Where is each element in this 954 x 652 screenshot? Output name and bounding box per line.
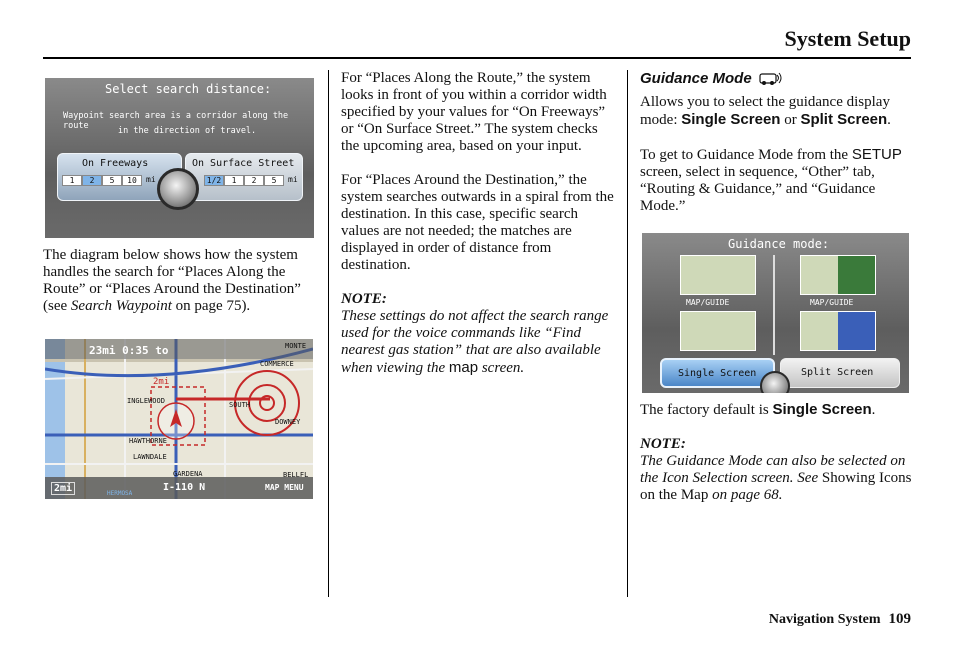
factory-default-text: The factory default is	[640, 402, 773, 418]
tab-on-freeways-label: On Freeways	[82, 158, 149, 169]
split-screen-button[interactable]	[780, 358, 900, 388]
middle-column-text	[341, 70, 617, 377]
mid-note-map: map	[448, 359, 479, 376]
map-place-hawthorne: HAWTHORNE	[129, 437, 167, 445]
map-route-info: 23mi 0:35 to	[89, 344, 169, 357]
page-footer	[769, 611, 911, 628]
split-screen-term: Split Screen	[800, 111, 888, 128]
right-note-link: Showing Icons on the Map	[640, 470, 912, 503]
surface-value-half[interactable]: 1/2	[204, 175, 224, 186]
split-screen-preview-top	[800, 255, 876, 295]
surface-value-5[interactable]: 5	[264, 175, 284, 186]
map-guide-label-2: MAP/GUIDE	[810, 298, 854, 307]
left-para-1	[43, 247, 315, 315]
search-screen-desc-2: in the direction of travel.	[118, 126, 257, 136]
right-para-2	[640, 146, 915, 215]
map-screen	[45, 339, 313, 499]
map-place-south: SOUTH	[229, 401, 251, 409]
map-place-hermosa: HERMOSA	[107, 490, 133, 497]
surface-values	[204, 175, 298, 186]
search-screen-desc-1: Waypoint search area is a corridor along the route	[63, 111, 289, 131]
split-screen-button-label: Split Screen	[801, 367, 874, 378]
factory-default	[640, 401, 915, 419]
right-para-2-text-b: screen, select in sequence, “Other” tab, “Routing & Guidance,” and “Guidance Mode.”	[640, 164, 876, 214]
map-place-inglewood: INGLEWOOD	[127, 397, 165, 405]
page-number: 109	[888, 611, 911, 627]
header-rule	[43, 57, 911, 59]
right-para-1-or: or	[780, 112, 801, 128]
freeway-value-10[interactable]: 10	[122, 175, 142, 186]
single-screen-preview-top	[680, 255, 756, 295]
mid-note-text-b: screen.	[478, 360, 525, 376]
voice-command-icon	[759, 71, 783, 85]
right-note-text-a: The Guidance Mode can also be selected on the Icon Selection screen. See	[640, 453, 906, 486]
tab-on-surface-street-label: On Surface Street	[192, 158, 295, 169]
footer-label: Navigation System	[768, 612, 881, 627]
map-place-gardena: GARDENA	[173, 470, 203, 478]
single-screen-term: Single Screen	[681, 111, 781, 128]
single-screen-preview-bottom	[680, 311, 756, 351]
map-bracket-label: 2mi	[153, 377, 170, 387]
mid-note-text-a: These settings do not affect the search range used for the voice commands like “Find nearest gas station” that are also available when viewing the	[341, 308, 609, 376]
single-screen-button[interactable]	[660, 358, 775, 388]
mid-para-1: For “Places Along the Route,” the system looks in front of you within a corridor width specified by your values for “On Freeways” or “On Surface Street.” The system checks the upcoming area, based on your input.	[341, 70, 607, 154]
map-place-monte: MONTE	[285, 342, 307, 350]
interface-dial-icon-2[interactable]	[760, 371, 790, 393]
setup-term: SETUP	[851, 146, 902, 163]
freeway-value-2[interactable]: 2	[82, 175, 102, 186]
mid-note	[341, 291, 617, 377]
search-screen-title: Select search distance:	[105, 82, 272, 96]
map-current-road: I-110 N	[163, 482, 206, 493]
right-note	[640, 436, 915, 504]
map-place-commerce: COMMERCE	[260, 360, 294, 368]
factory-default-end: .	[871, 402, 876, 418]
map-place-bellfl: BELLFL	[283, 471, 309, 479]
map-place-lawndale: LAWNDALE	[133, 453, 167, 461]
column-divider-right	[627, 70, 628, 597]
mid-note-title: NOTE:	[341, 291, 387, 307]
freeway-values	[62, 175, 156, 186]
right-para-1	[640, 94, 915, 129]
guidance-mode-heading	[640, 70, 915, 90]
freeway-unit: mi	[146, 175, 156, 184]
freeway-value-5[interactable]: 5	[102, 175, 122, 186]
search-distance-screen	[45, 78, 314, 238]
right-para-2-text: To get to Guidance Mode from the	[640, 147, 852, 163]
map-place-downey: DOWNEY	[275, 418, 301, 426]
guidance-mode-screen	[642, 233, 909, 393]
right-column-text-lower	[640, 401, 915, 504]
right-note-title: NOTE:	[640, 436, 686, 452]
right-para-1-end: .	[887, 112, 891, 128]
surface-unit: mi	[288, 175, 298, 184]
single-screen-button-label: Single Screen	[678, 368, 757, 379]
map-guide-label-1: MAP/GUIDE	[686, 298, 730, 307]
surface-value-2[interactable]: 2	[244, 175, 264, 186]
map-scale[interactable]: 2mi	[51, 482, 75, 495]
guidance-screen-title: Guidance mode:	[728, 237, 830, 251]
left-column-text	[43, 247, 315, 332]
surface-value-1[interactable]: 1	[224, 175, 244, 186]
interface-dial-icon[interactable]	[157, 168, 199, 210]
map-menu-button[interactable]: MAP MENU	[265, 483, 304, 492]
page-title: System Setup	[784, 26, 911, 51]
tab-on-surface-street[interactable]	[185, 153, 303, 201]
freeway-value-1[interactable]: 1	[62, 175, 82, 186]
guidance-mode-title: Guidance Mode	[640, 70, 752, 87]
right-note-text-b: on page 68.	[708, 487, 783, 503]
left-para-1-end: on page 75).	[171, 298, 251, 314]
column-divider-left	[328, 70, 329, 597]
left-para-1-text: The diagram below shows how the system handles the search for “Places Along the Route” or “Places Around the Destination” (see	[43, 247, 301, 314]
factory-default-value: Single Screen	[772, 401, 872, 418]
screen-divider	[773, 255, 775, 355]
right-para-1-text: Allows you to select the guidance display mode:	[640, 94, 890, 128]
mid-para-2: For “Places Around the Destination,” the system searches outwards in a spiral from the destination. In this case, specific search values are not needed; the matches are displayed in order of distance from destination.	[341, 172, 614, 273]
split-screen-preview-bottom	[800, 311, 876, 351]
search-waypoint-ref: Search Waypoint	[70, 298, 172, 314]
right-column-text	[640, 70, 915, 232]
